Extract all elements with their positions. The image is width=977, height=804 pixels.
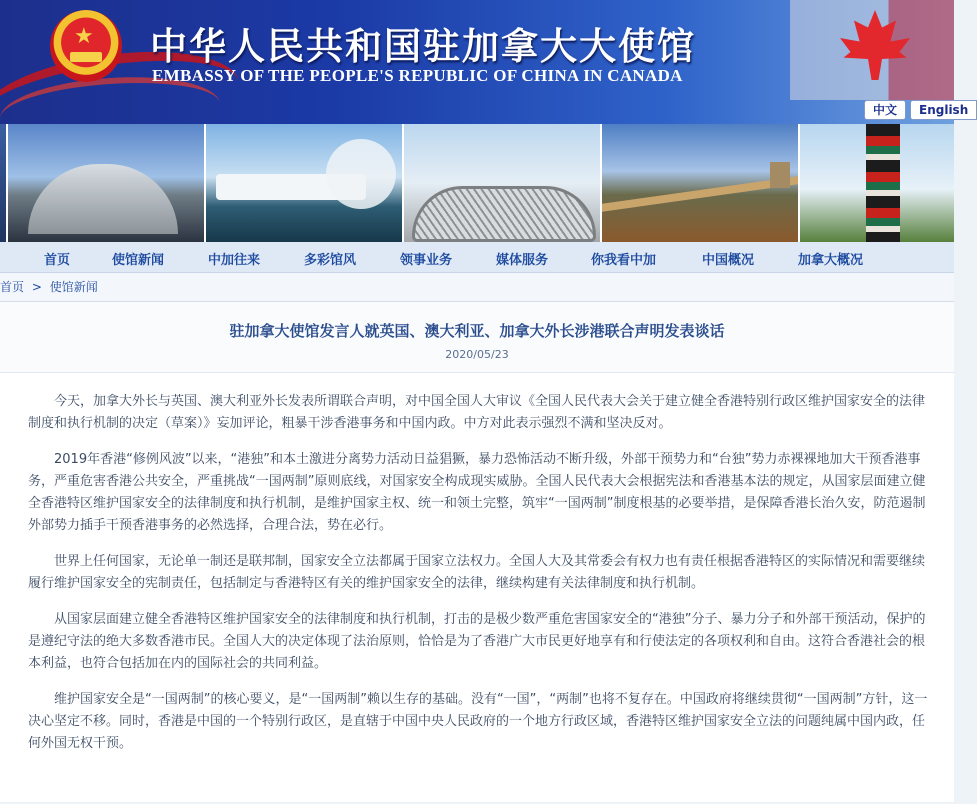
breadcrumb-home[interactable]: 首页 [0, 280, 25, 294]
photo-waterfall [206, 124, 402, 242]
paragraph: 世界上任何国家，无论单一制还是联邦制，国家安全立法都属于国家立法权力。全国人大及其常委会有权力也有责任根据香港特区的实际情况和需要继续履行维护国家安全的宪制责任，包括制定与香港特区有关的维护国家安全的法律，继续构建有关法律制度和执行机制。 [28, 554, 926, 591]
article-body [0, 373, 954, 755]
breadcrumb-current[interactable]: 使馆新闻 [49, 280, 98, 294]
nav-media[interactable]: 媒体服务 [496, 253, 549, 268]
photo-stadium [404, 124, 600, 242]
nav-you-and-me[interactable]: 你我看中加 [591, 253, 657, 268]
paragraph: 2019年香港“修例风波”以来，“港独”和本土激进分离势力活动日益猖獗，暴力恐怖活动不断升级，外部干预势力和“台独”势力赤裸裸地加大干预香港事务，严重危害香港公共安全，严重挑战“一国两制”原则底线，对国家安全构成现实威胁。全国人民代表大会根据宪法和香港基本法的规定，从国家层面建立健全香港特区维护国家安全的法律制度和执行机制，是维护国家主权、统一和领土完整，筑牢“一国两制”制度根基的必要举措，是保障香港长治久安，防范遏制外部势力插手干预香港事务的必然选择，合理合法，势在必行。 [28, 452, 926, 533]
paragraph: 今天，加拿大外长与英国、澳大利亚外长发表所谓联合声明，对中国全国人大审议《全国人民代表大会关于建立健全香港特别行政区维护国家安全的法律制度和执行机制的决定（草案）》妄加评论，粗暴干涉香港事务和中国内政。中方对此表示强烈不满和坚决反对。 [28, 394, 926, 431]
photo-great-wall [602, 124, 798, 242]
breadcrumb [0, 273, 954, 302]
nav-embassy-style[interactable]: 多彩馆风 [304, 253, 357, 268]
breadcrumb-separator: > [31, 280, 42, 294]
nav-consular[interactable]: 领事业务 [400, 253, 453, 268]
paragraph: 从国家层面建立健全香港特区维护国家安全的法律制度和执行机制，打击的是极少数严重危害国家安全的“港独”分子、暴力分子和外部干预活动，保护的是遵纪守法的绝大多数香港市民。全国人大的决定体现了法治原则，恰恰是为了香港广大市民更好地享有和行使法定的各项权利和自由。这符合香港社会的根本利益，也符合包括加在内的国际社会的共同利益。 [28, 612, 926, 671]
paragraph: 维护国家安全是“一国两制”的核心要义，是“一国两制”赖以生存的基础。没有“一国”，“两制”也将不复存在。中国政府将继续贯彻“一国两制”方针，这一决心坚定不移。同时，香港是中国的一个特别行政区，是直辖于中国中央人民政府的一个地方行政区域，香港特区维护国家安全立法的问题纯属中国内政，任何外国无权干预。 [28, 692, 928, 751]
nav-embassy-news[interactable]: 使馆新闻 [112, 253, 165, 268]
photo-totem [800, 124, 954, 242]
banner [0, 0, 969, 124]
article-title: 驻加拿大使馆发言人就英国、澳大利亚、加拿大外长涉港联合声明发表谈话 [229, 322, 725, 340]
article [0, 302, 954, 802]
article-header [0, 302, 954, 373]
star-icon: ★ [74, 24, 94, 49]
article-date: 2020/05/23 [445, 348, 509, 361]
photo-strip [0, 124, 954, 242]
nav-canada-overview[interactable]: 加拿大概况 [798, 253, 864, 268]
site-title-cn: 中华人民共和国驻加拿大大使馆 [150, 24, 696, 68]
nav-home[interactable]: 首页 [44, 253, 71, 268]
photo-edge [0, 124, 6, 242]
national-emblem-icon [50, 10, 122, 82]
photo-grand-theatre [8, 124, 204, 242]
nav-china-overview[interactable]: 中国概况 [702, 253, 755, 268]
language-english-button[interactable]: English [910, 100, 977, 120]
main-nav [0, 242, 954, 273]
nav-china-canada[interactable]: 中加往来 [208, 253, 261, 268]
gate-icon [70, 52, 102, 62]
site-title-en: EMBASSY OF THE PEOPLE'S REPUBLIC OF CHINA IN CANADA [152, 66, 683, 85]
language-chinese-button[interactable]: 中文 [864, 100, 906, 120]
